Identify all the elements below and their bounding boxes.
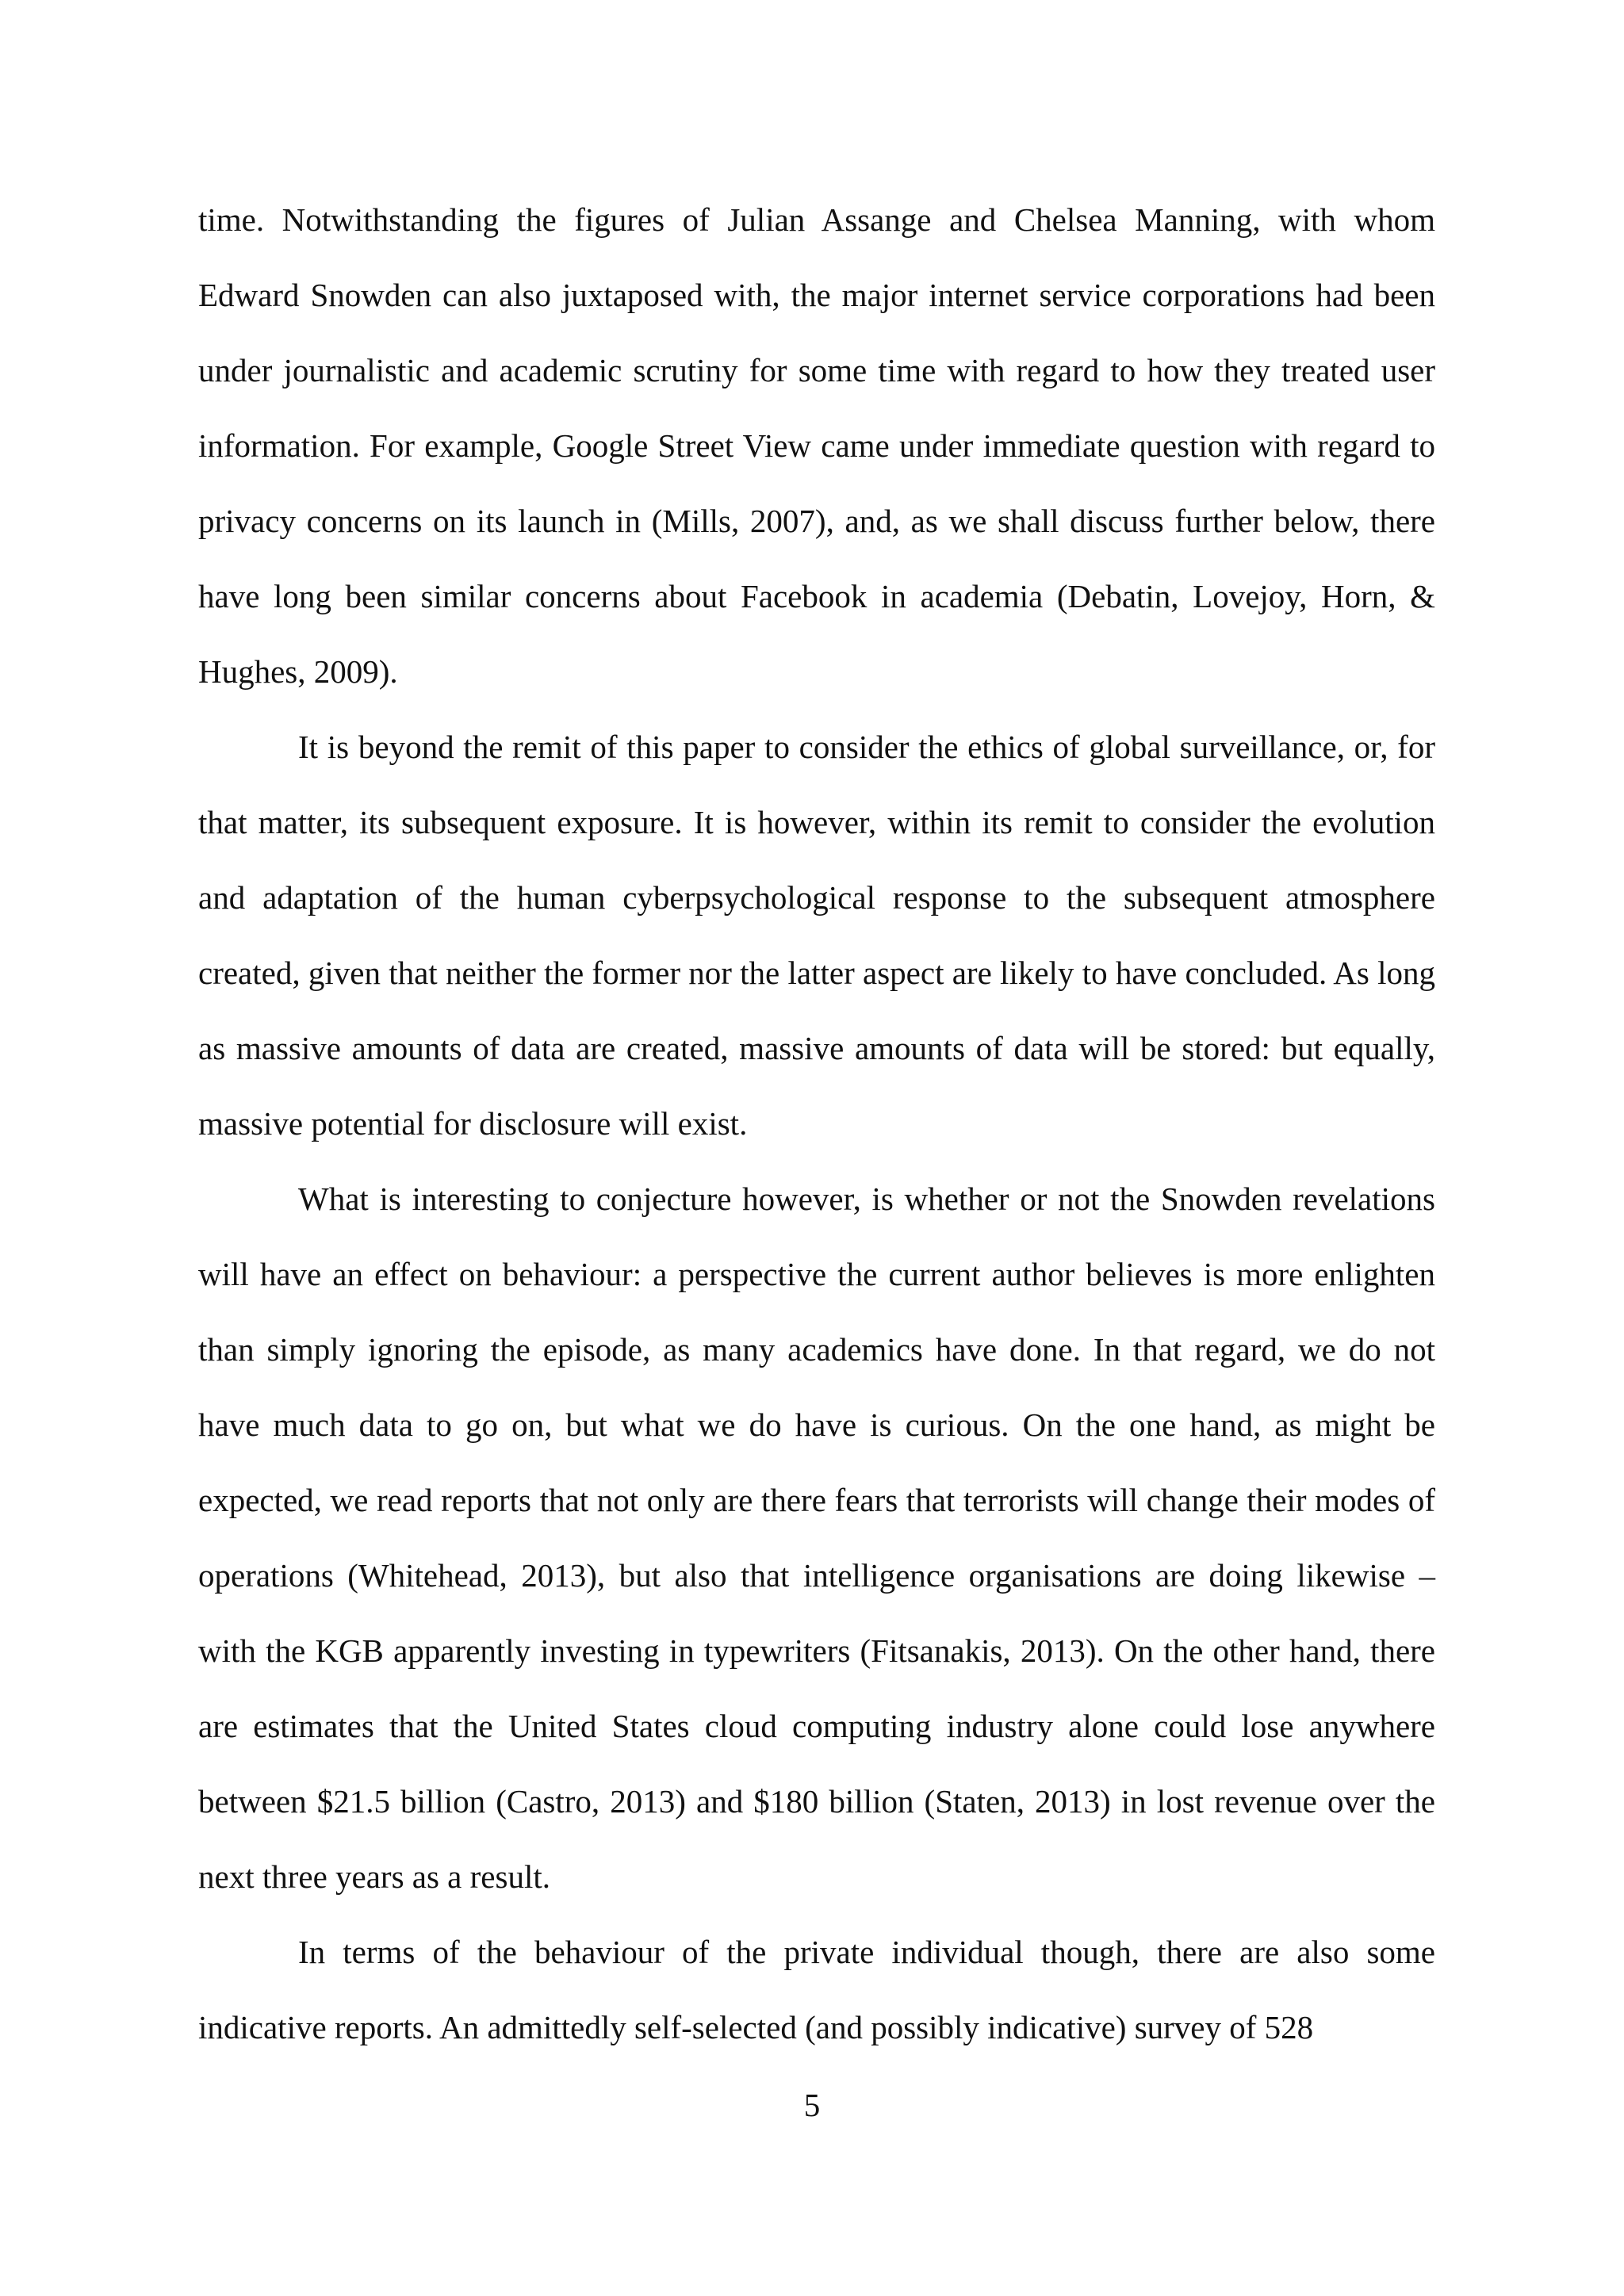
document-body bbox=[198, 182, 1435, 2065]
paragraph-4: In terms of the behaviour of the private individual though, there are also some indicative reports. An admittedly self-selected (and possibly indicative) survey of 528 bbox=[198, 1934, 1435, 2045]
paragraph-1: time. Notwithstanding the figures of Julian Assange and Chelsea Manning, with whom Edward Snowden can also juxtaposed with, the major internet service corporations had been under journalistic and academic scrutiny for some time with regard to how they treated user information. For example, Google Street View came under immediate question with regard to privacy concerns on its launch in (Mills, 2007), and, as we shall discuss further below, there have long been similar concerns about Facebook in academia (Debatin, Lovejoy, Horn, & Hughes, 2009). bbox=[198, 201, 1435, 690]
paragraph-2: It is beyond the remit of this paper to consider the ethics of global surveillance, or, for that matter, its subsequent exposure. It is however, within its remit to consider the evolution and adaptation of the human cyberpsychological response to the subsequent atmosphere created, given that neither the former nor the latter aspect are likely to have concluded. As long as massive amounts of data are created, massive amounts of data will be stored: but equally, massive potential for disclosure will exist. bbox=[198, 729, 1435, 1142]
paragraph-3: What is interesting to conjecture however, is whether or not the Snowden revelations will have an effect on behaviour: a perspective the current author believes is more enlighten than simply ignoring the episode, as many academics have done. In that regard, we do not have much data to go on, but what we do have is curious. On the one hand, as might be expected, we read reports that not only are there fears that terrorists will change their modes of operations (Whitehead, 2013), but also that intelligence organisations are doing likewise – with the KGB apparently investing in typewriters (Fitsanakis, 2013). On the other hand, there are estimates that the United States cloud computing industry alone could lose anywhere between $21.5 billion (Castro, 2013) and $180 billion (Staten, 2013) in lost revenue over the next three years as a result. bbox=[198, 1181, 1435, 1895]
page-number: 5 bbox=[803, 2087, 821, 2123]
